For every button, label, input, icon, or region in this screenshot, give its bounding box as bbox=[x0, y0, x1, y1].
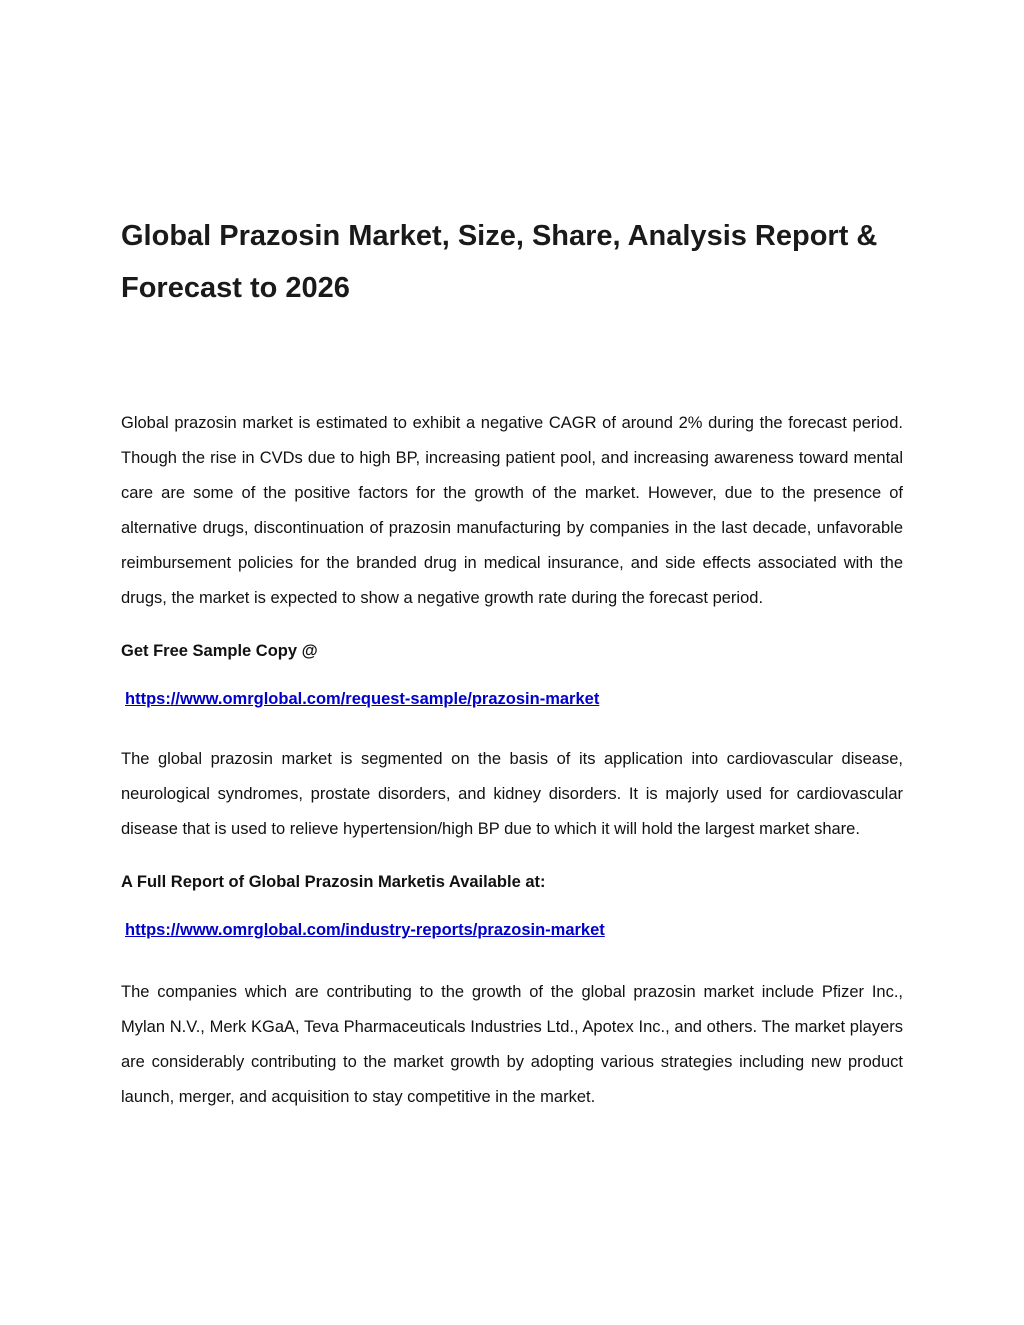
sample-copy-label: Get Free Sample Copy @ bbox=[121, 642, 318, 660]
segmentation-paragraph: The global prazosin market is segmented on the basis of its application into cardiovascular disease, neurological syndromes, prostate disorders, and kidney disorders. It is majorly used for cardiovascular disease that is used to relieve hypertension/high BP due to which it will hold the largest market share. bbox=[121, 750, 903, 838]
full-report-link[interactable]: https://www.omrglobal.com/industry-reports/prazosin-market bbox=[125, 921, 605, 939]
page-title: Global Prazosin Market, Size, Share, Analysis Report & Forecast to 2026 bbox=[121, 220, 878, 304]
full-report-label: A Full Report of Global Prazosin Marketis Available at: bbox=[121, 873, 546, 891]
report-link-row bbox=[121, 919, 903, 941]
companies-paragraph: The companies which are contributing to the growth of the global prazosin market include Pfizer Inc., Mylan N.V., Merk KGaA, Teva Pharmaceuticals Industries Ltd., Apotex Inc., and others. The market players are considerably contributing to the market growth by adopting various strategies including new product launch, merger, and acquisition to stay competitive in the market. bbox=[121, 983, 903, 1106]
sample-request-link[interactable]: https://www.omrglobal.com/request-sample/prazosin-market bbox=[125, 690, 600, 708]
intro-paragraph: Global prazosin market is estimated to exhibit a negative CAGR of around 2% during the forecast period. Though the rise in CVDs due to high BP, increasing patient pool, and increasing awareness toward mental care are some of the positive factors for the growth of the market. However, due to the presence of alternative drugs, discontinuation of prazosin manufacturing by companies in the last decade, unfavorable reimbursement policies for the branded drug in medical insurance, and side effects associated with the drugs, the market is expected to show a negative growth rate during the forecast period. bbox=[121, 414, 903, 607]
sample-link-row bbox=[121, 688, 903, 710]
document-page bbox=[121, 210, 903, 1115]
